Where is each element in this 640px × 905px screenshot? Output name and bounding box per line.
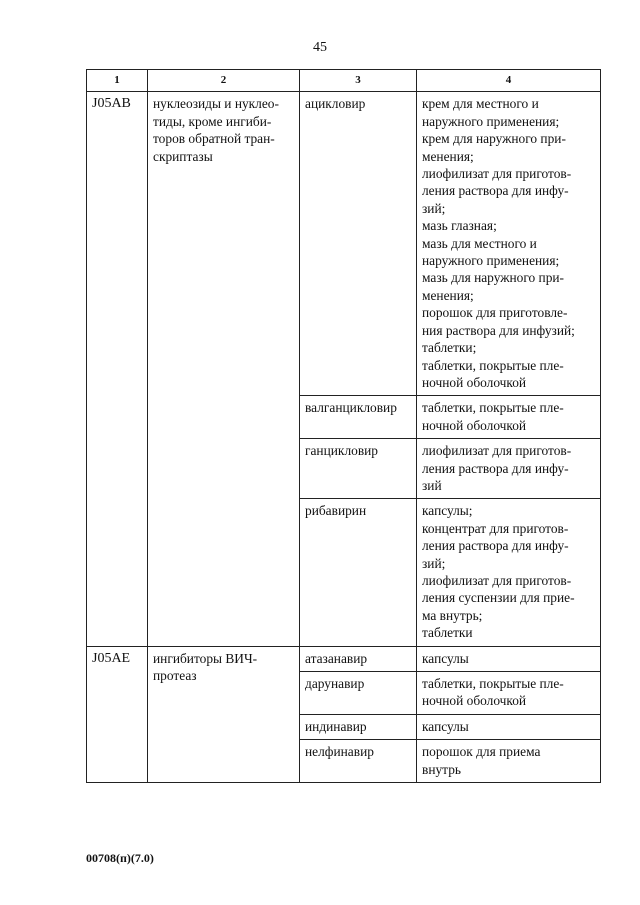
drug-name-cell: валганцикловир (300, 396, 417, 439)
drug-name-cell: индинавир (300, 714, 417, 739)
header-col-2: 2 (148, 70, 300, 92)
dosage-form-line: лиофилизат для приготов- (422, 166, 572, 182)
table-row (87, 92, 601, 396)
dosage-form-line: таблетки, покрытые пле- (422, 357, 564, 373)
dosage-form-line: лиофилизат для приготов- (422, 572, 572, 588)
group-name-line: скриптазы (153, 148, 213, 164)
dosage-form-line: капсулы (422, 718, 469, 734)
dosage-form-line: таблетки (422, 625, 473, 641)
drug-name-cell: рибавирин (300, 499, 417, 646)
dosage-form-line: зий; (422, 200, 446, 216)
dosage-form-cell (417, 499, 601, 646)
dosage-form-line: таблетки, покрытые пле- (422, 676, 564, 691)
page-number: 45 (313, 40, 327, 55)
group-name-line: торов обратной тран- (153, 131, 275, 147)
header-col-3: 3 (300, 70, 417, 92)
dosage-form-line: мазь глазная; (422, 218, 497, 234)
dosage-form-line: мазь для наружного при- (422, 270, 565, 286)
drug-name-cell: атазанавир (300, 646, 417, 671)
dosage-form-cell (417, 646, 601, 671)
header-row (87, 70, 601, 92)
header-col-4: 4 (417, 70, 601, 92)
dosage-form-line: мазь для местного и (422, 235, 537, 251)
dosage-form-cell (417, 92, 601, 396)
dosage-form-line: зий; (422, 555, 446, 571)
dosage-form-line: ления раствора для инфу- (422, 460, 569, 476)
dosage-form-line: ления раствора для инфу- (422, 183, 569, 199)
dosage-form-cell (417, 740, 601, 783)
dosage-form-line: капсулы; (422, 503, 473, 519)
dosage-form-cell (417, 439, 601, 499)
header-col-1: 1 (87, 70, 148, 92)
dosage-form-line: таблетки; (422, 340, 477, 356)
dosage-form-line: наружного применения; (422, 113, 560, 129)
group-name-line: тиды, кроме ингиби- (153, 113, 272, 129)
dosage-form-line: ния раствора для инфузий; (422, 322, 575, 338)
dosage-form-line: концентрат для приготов- (422, 520, 569, 536)
dosage-form-line: лиофилизат для приготов- (422, 443, 572, 459)
dosage-form-line: крем для местного и (422, 96, 539, 112)
dosage-form-line: внутрь (422, 761, 462, 777)
drug-name-cell: ацикловир (300, 92, 417, 396)
document-footer-code: 00708(п)(7.0) (86, 851, 154, 865)
group-name-line: ингибиторы ВИЧ- (153, 650, 258, 666)
atc-code-cell: J05AB (87, 92, 148, 646)
drug-name-cell: ганцикловир (300, 439, 417, 499)
dosage-form-line: таблетки, покрытые пле- (422, 400, 564, 416)
dosage-form-cell (417, 672, 601, 715)
dosage-form-line: капсулы (422, 650, 469, 666)
dosage-form-line: порошок для приготовле- (422, 305, 568, 321)
group-name-line: нуклеозиды и нуклео- (153, 96, 279, 112)
dosage-form-line: ления суспензии для прие- (422, 590, 575, 606)
dosage-form-line: менения; (422, 148, 474, 164)
table-row (87, 646, 601, 671)
table-header (87, 70, 601, 92)
dosage-form-line: крем для наружного при- (422, 131, 566, 147)
dosage-form-line: порошок для приема (422, 744, 541, 760)
group-name-line: протеаз (153, 668, 197, 683)
dosage-form-line: ночной оболочкой (422, 417, 527, 433)
table-body (87, 92, 601, 783)
dosage-form-line: ма внутрь; (422, 607, 483, 623)
dosage-form-cell (417, 396, 601, 439)
drug-name-cell: нелфинавир (300, 740, 417, 783)
drug-name-cell: дарунавир (300, 672, 417, 715)
drug-classification-table (86, 69, 601, 783)
dosage-form-line: менения; (422, 287, 474, 303)
group-name-cell (148, 646, 300, 782)
dosage-form-line: наружного применения; (422, 253, 560, 269)
dosage-form-line: ночной оболочкой (422, 693, 527, 709)
dosage-form-line: зий (422, 477, 442, 493)
group-name-cell (148, 92, 300, 646)
dosage-form-cell (417, 714, 601, 739)
dosage-form-line: ления раствора для инфу- (422, 538, 569, 554)
dosage-form-line: ночной оболочкой (422, 374, 527, 390)
atc-code-cell: J05AE (87, 646, 148, 782)
